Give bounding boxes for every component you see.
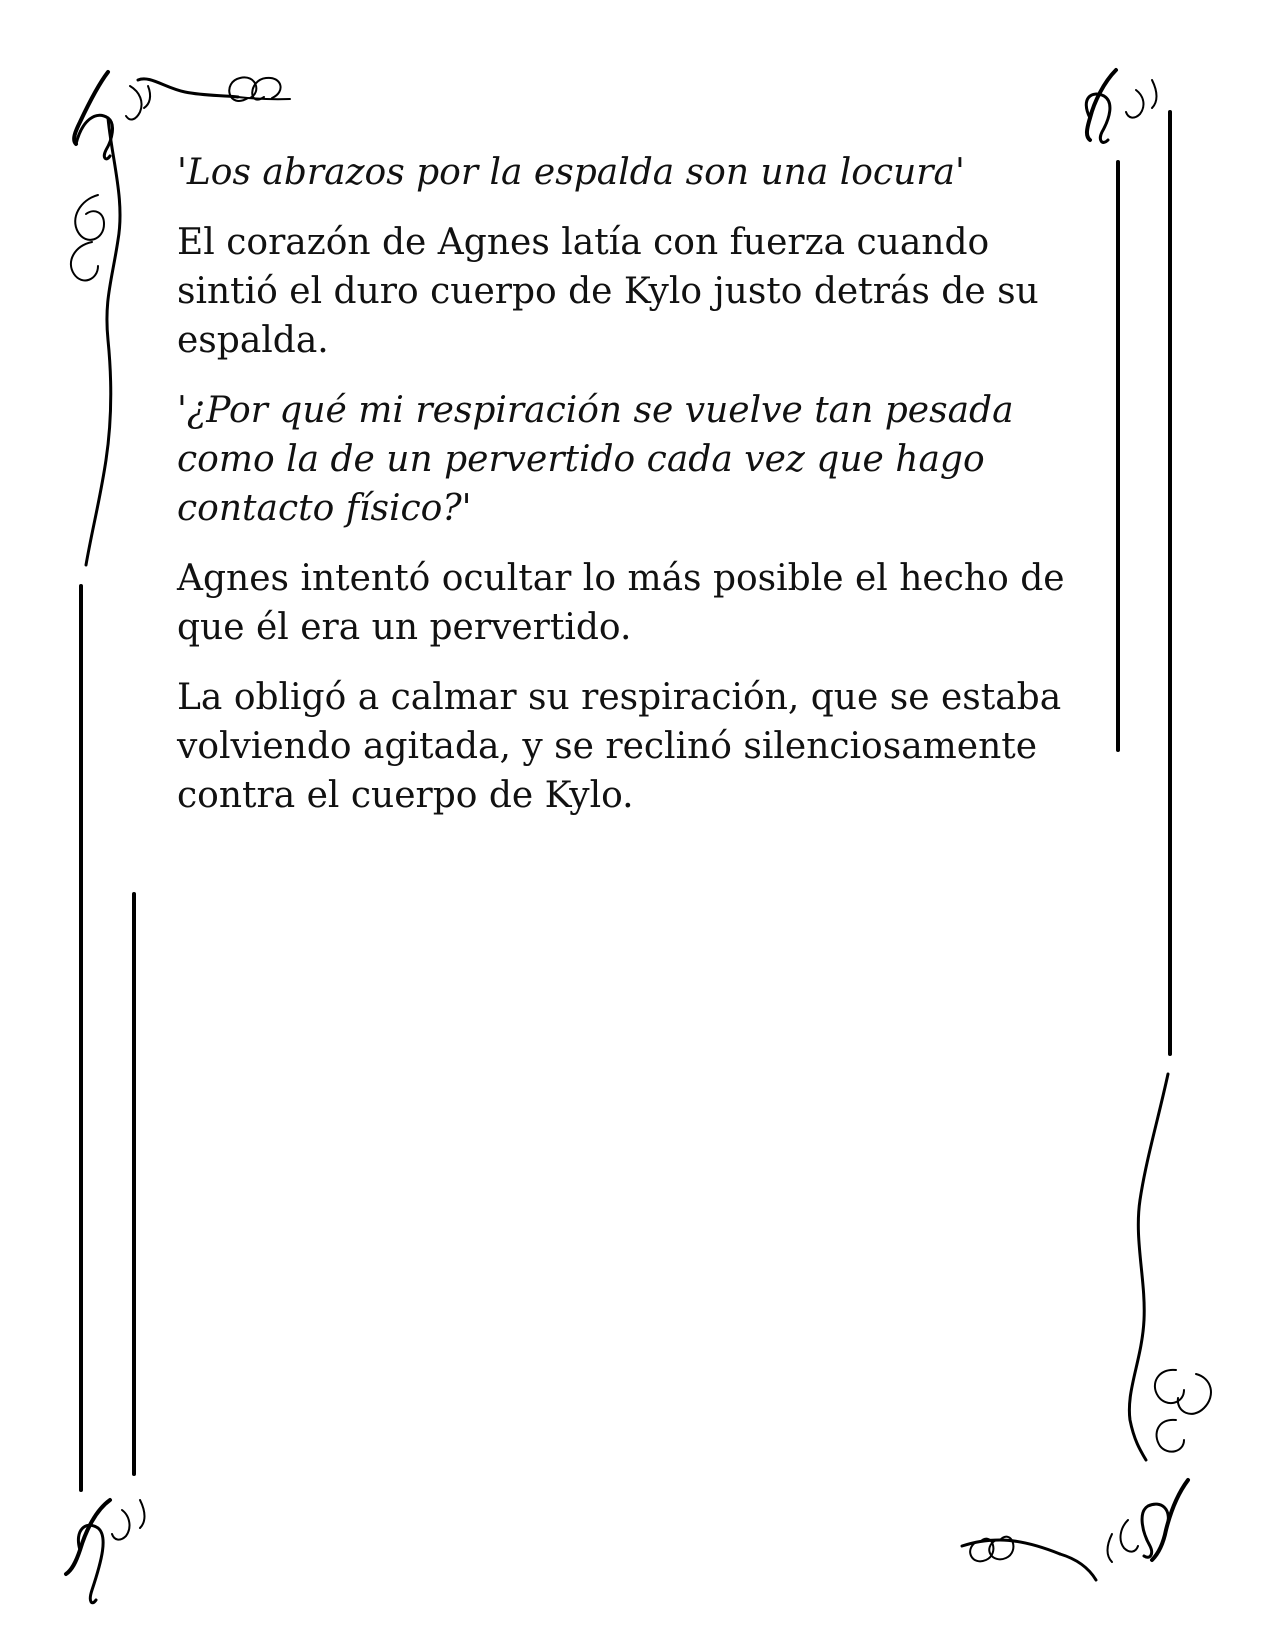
bottom-left-flourish <box>66 1500 145 1603</box>
body-text <box>177 148 1077 841</box>
narrative-paragraph: Agnes intentó ocultar lo más posible el hecho de que él era un pervertido. <box>177 558 1065 648</box>
thought-paragraph: '¿Por qué mi respiración se vuelve tan pesada como la de un pervertido cada vez que hago contacto físico?' <box>177 390 1014 529</box>
narrative-paragraph: El corazón de Agnes latía con fuerza cuando sintió el duro cuerpo de Kylo justo detrás de su espalda. <box>177 222 1039 361</box>
narrative-paragraph: La obligó a calmar su respiración, que se estaba volviendo agitada, y se reclinó silenciosamente contra el cuerpo de Kylo. <box>177 677 1062 816</box>
top-right-flourish <box>1086 70 1156 142</box>
thought-paragraph: 'Los abrazos por la espalda son una locura' <box>177 152 965 193</box>
bottom-right-flourish <box>962 1074 1211 1580</box>
